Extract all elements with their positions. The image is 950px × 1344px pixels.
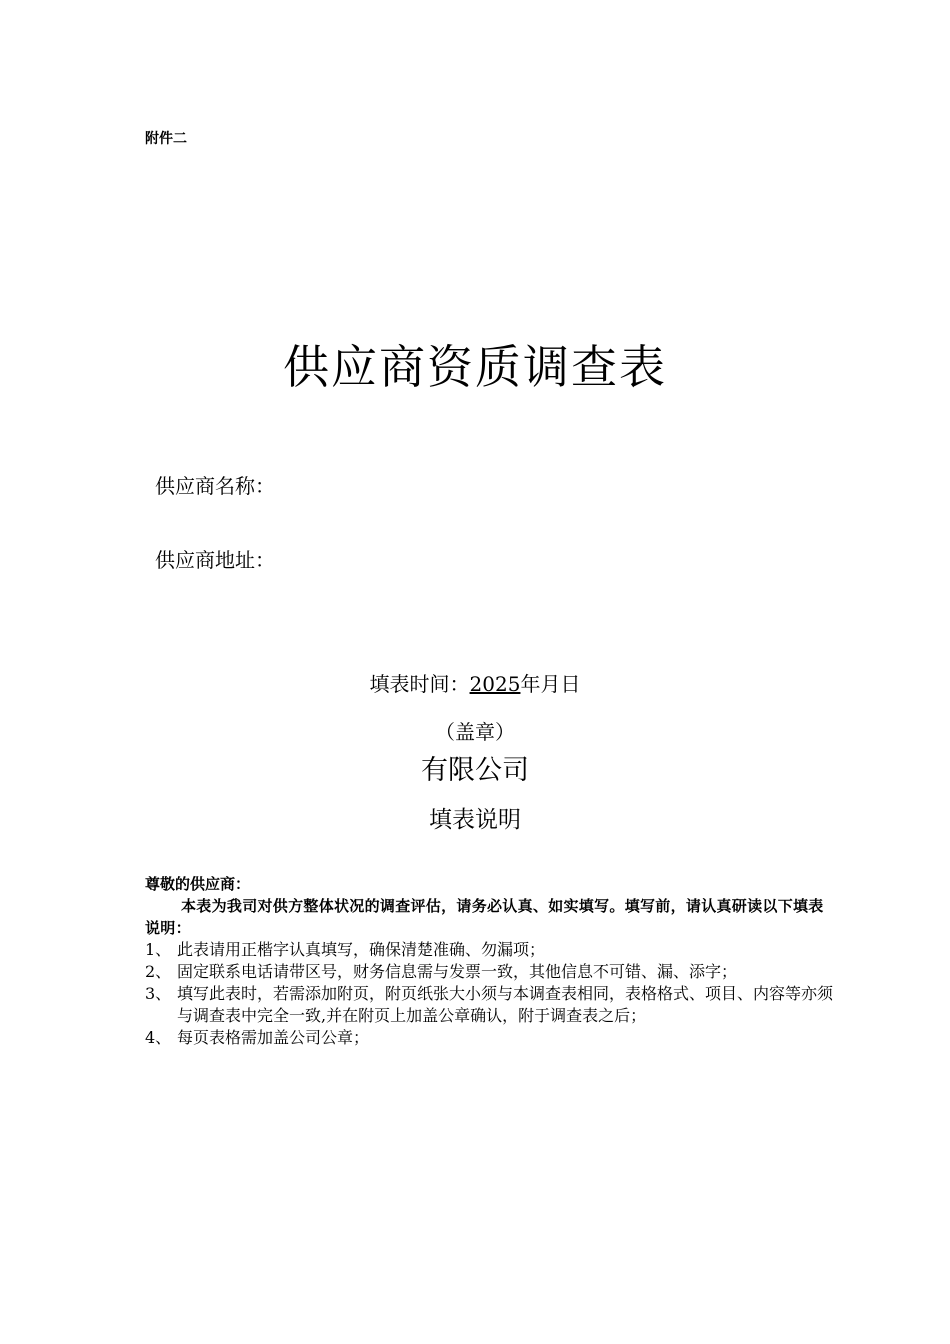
- intro-paragraph: 本表为我司对供方整体状况的调查评估，请务必认真、如实填写。填写前，请认真研读以下填表说明：: [145, 897, 824, 937]
- instructions-title: 填表说明: [429, 807, 521, 833]
- company-name: 有限公司: [421, 755, 529, 786]
- seal-note: （盖章）: [435, 720, 515, 744]
- fill-date-suffix: 年月日: [520, 672, 581, 696]
- instruction-list: [145, 939, 835, 1049]
- greeting: 尊敬的供应商：: [145, 875, 251, 893]
- fill-date-year: 2025: [469, 672, 521, 696]
- page-title: 供应商资质调查表: [283, 340, 667, 394]
- instructions-body: [145, 873, 835, 1049]
- fill-date-line: [0, 671, 950, 697]
- list-item-text: 每页表格需加盖公司公章；: [177, 1028, 370, 1047]
- list-item-text: 填写此表时，若需添加附页，附页纸张大小须与本调查表相同，表格格式、项目、内容等亦须与调查表中完全一致,并在附页上加盖公章确认，附于调查表之后；: [177, 984, 834, 1025]
- supplier-address-label: 供应商地址：: [155, 548, 275, 572]
- list-item-number: 3、: [145, 984, 172, 1003]
- list-item: [145, 983, 835, 1027]
- list-item-number: 4、: [145, 1028, 172, 1047]
- list-item: [145, 939, 835, 961]
- attachment-label: 附件二: [145, 131, 187, 147]
- supplier-name-label: 供应商名称：: [155, 474, 275, 498]
- list-item: [145, 1027, 835, 1049]
- fill-date-label: 填表时间：: [369, 672, 470, 696]
- list-item: [145, 961, 835, 983]
- list-item-text: 固定联系电话请带区号，财务信息需与发票一致，其他信息不可错、漏、添字；: [177, 962, 738, 981]
- list-item-number: 2、: [145, 962, 172, 981]
- list-item-number: 1、: [145, 940, 172, 959]
- list-item-text: 此表请用正楷字认真填写，确保清楚准确、勿漏项；: [177, 940, 546, 959]
